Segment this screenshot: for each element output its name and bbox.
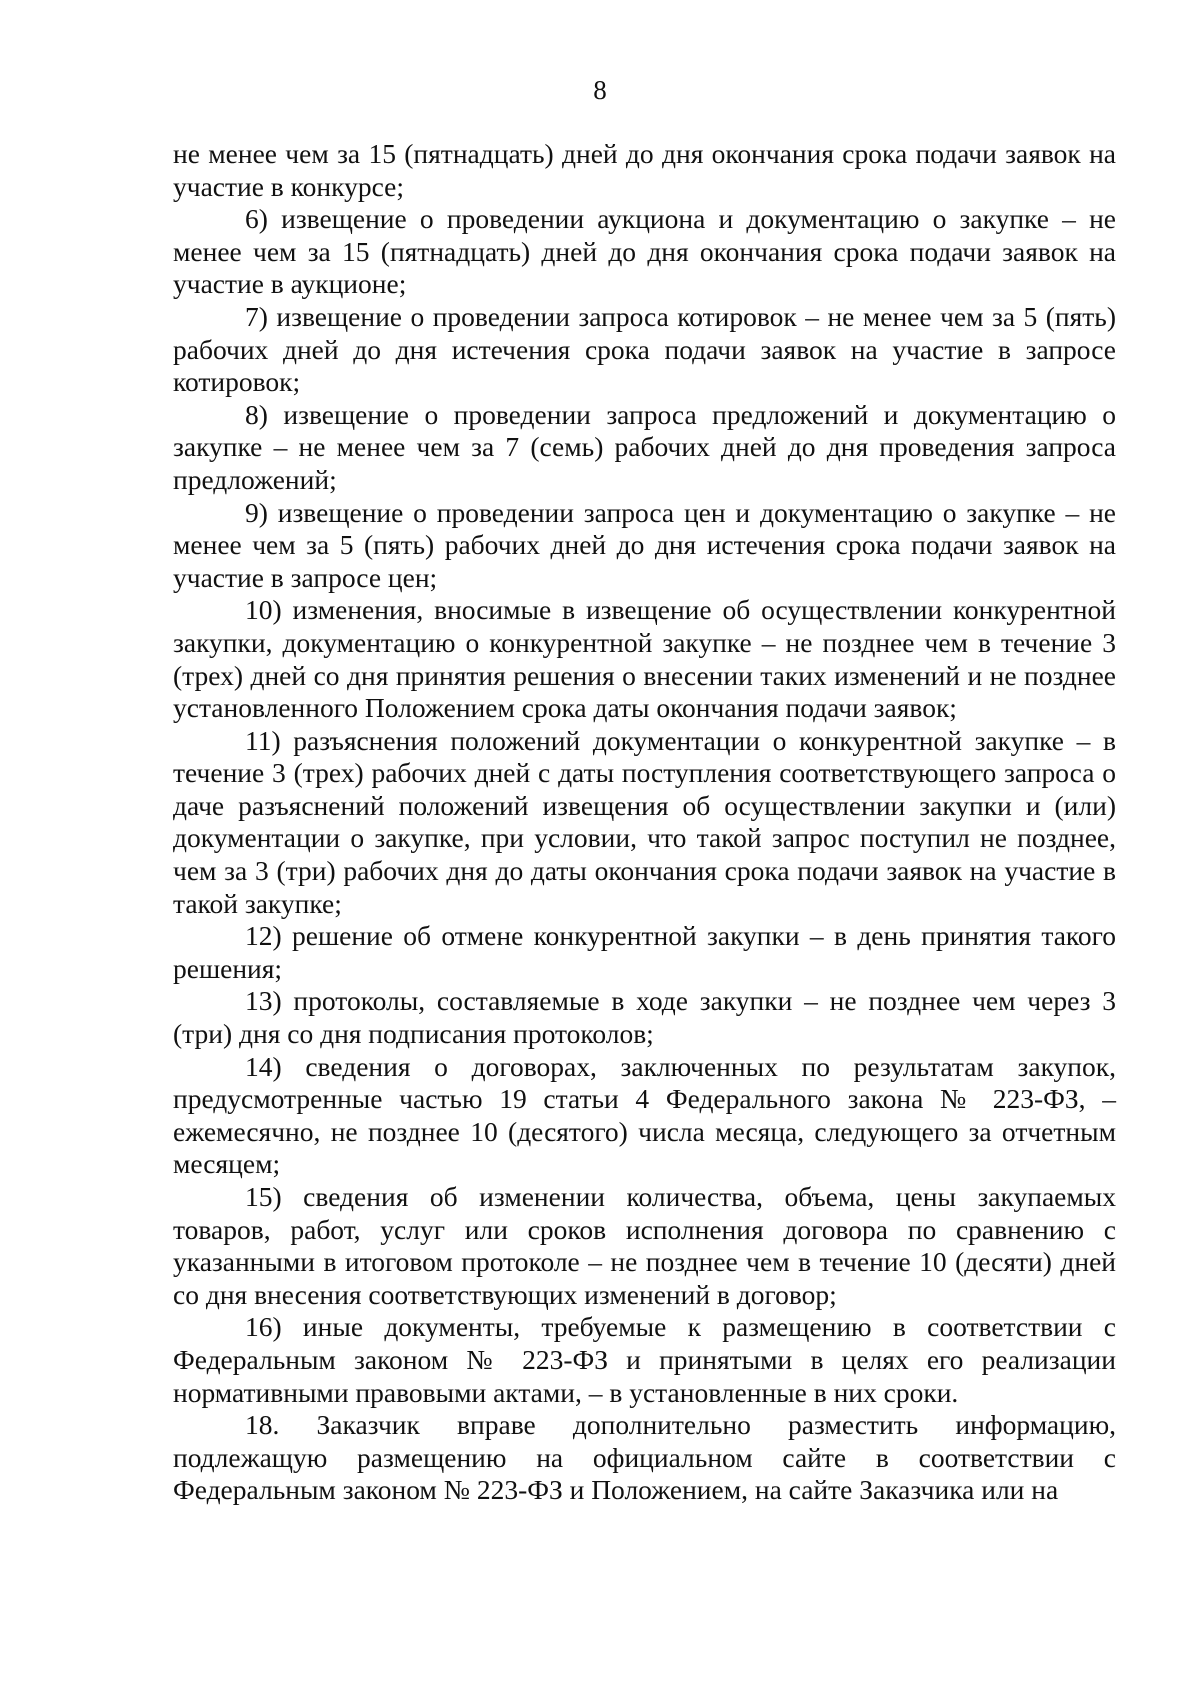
paragraph-item-16: 16) иные документы, требуемые к размещению в соответствии с Федеральным законом № 223-ФЗ и принятыми в целях его реализации нормативными правовыми актами, – в установленные в них сроки.: [173, 1311, 1116, 1408]
paragraph-item-13: 13) протоколы, составляемые в ходе закупки – не позднее чем через 3 (три) дня со дня подписания протоколов;: [173, 985, 1116, 1050]
paragraph-continuation: не менее чем за 15 (пятнадцать) дней до дня окончания срока подачи заявок на участие в конкурсе;: [173, 138, 1116, 202]
paragraph-item-7: 7) извещение о проведении запроса котировок – не менее чем за 5 (пять) рабочих дней до дня истечения срока подачи заявок на участие в запросе котировок;: [173, 300, 1116, 398]
paragraph-item-10: 10) изменения, вносимые в извещение об осуществлении конкурентной закупки, документацию о конкурентной закупке – не позднее чем в течение 3 (трех) дней со дня принятия решения о внесении таких изменений и не позднее установленного Положением срока даты окончания подачи заявок;: [173, 594, 1116, 724]
paragraph-item-11: 11) разъяснения положений документации о конкурентной закупке – в течение 3 (трех) рабочих дней с даты поступления соответствующего запроса о даче разъяснений положений извещения об осуществлении закупки и (или) документации о закупке, при условии, что такой запрос поступил не позднее, чем за 3 (три) рабочих дня до даты окончания срока подачи заявок на участие в такой закупке;: [173, 724, 1116, 919]
paragraph-item-15: 15) сведения об изменении количества, объема, цены закупаемых товаров, работ, услуг или сроков исполнения договора по сравнению с указанными в итоговом протоколе – не позднее чем в течение 10 (десяти) дней со дня внесения соответствующих изменений в договор;: [173, 1181, 1116, 1310]
page-number: 8: [593, 75, 607, 105]
paragraph-item-6: 6) извещение о проведении аукциона и документацию о закупке – не менее чем за 15 (пятнадцать) дней до дня окончания срока подачи заявок на участие в аукционе;: [173, 203, 1116, 300]
paragraph-item-9: 9) извещение о проведении запроса цен и документацию о закупке – не менее чем за 5 (пять) рабочих дней до дня истечения срока подачи заявок на участие в запросе цен;: [173, 496, 1116, 593]
paragraph-section-18: 18. Заказчик вправе дополнительно разместить информацию, подлежащую размещению на официальном сайте в соответствии с Федеральным законом № 223-ФЗ и Положением, на сайте Заказчика или на: [173, 1409, 1116, 1506]
paragraph-item-8: 8) извещение о проведении запроса предложений и документацию о закупке – не менее чем за 7 (семь) рабочих дней до дня проведения запроса предложений;: [173, 398, 1116, 495]
paragraph-item-12: 12) решение об отмене конкурентной закупки – в день принятия такого решения;: [173, 920, 1116, 984]
document-body: [173, 138, 1116, 1507]
paragraph-item-14: 14) сведения о договорах, заключенных по результатам закупок, предусмотренные частью 19 статьи 4 Федерального закона № 223-ФЗ, – ежемесячно, не позднее 10 (десятого) числа месяца, следующего за отчетным месяцем;: [173, 1050, 1116, 1180]
